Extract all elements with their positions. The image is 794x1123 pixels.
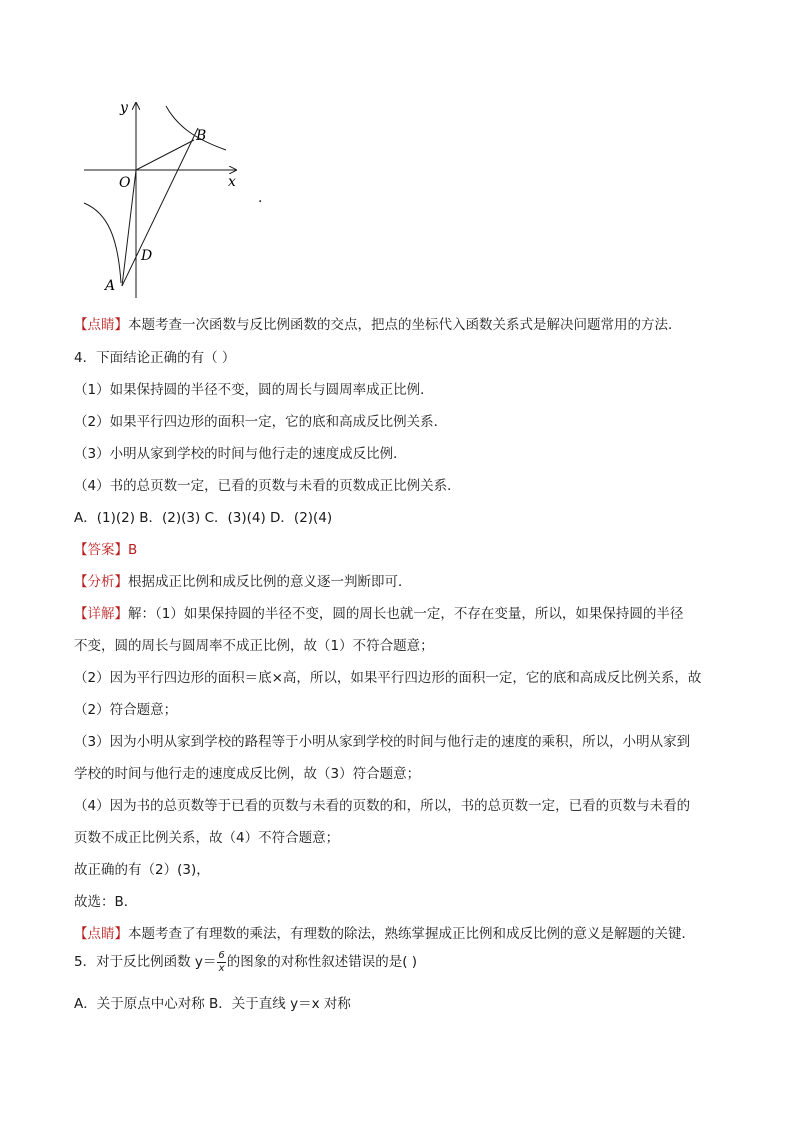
note-line-2 [74, 922, 695, 942]
line-AB [122, 128, 198, 286]
label-y: y [120, 100, 128, 116]
detail-line-1 [74, 602, 683, 622]
analysis-line [74, 570, 412, 590]
detail-line-2: 不变，圆的周长与圆周率不成正比例，故（1）不符合题意； [74, 638, 434, 654]
question-4-title: 4．下面结论正确的有（ ） [74, 350, 236, 366]
detail-line-4: （2）符合题意； [74, 702, 178, 718]
statement-2: （2）如果平行四边形的面积一定，它的底和高成反比例关系． [74, 414, 448, 430]
detail-text: 解：（1）如果保持圆的半径不变，圆的周长也就一定，不存在变量，所以，如果保持圆的半径 [128, 606, 684, 622]
fraction-numerator: 6 [218, 949, 225, 961]
question-5-options: A．关于原点中心对称 B．关于直线 y＝x 对称 [74, 996, 351, 1012]
detail-line-7: （4）因为书的总页数等于已看的页数与未看的页数的和，所以，书的总页数一定，已看的页数与未看的 [74, 798, 691, 814]
statement-4: （4）书的总页数一定，已看的页数与未看的页数成正比例关系． [74, 478, 461, 494]
statement-3: （3）小明从家到学校的时间与他行走的速度成反比例． [74, 446, 407, 462]
note-tag: 【点睛】 [74, 926, 128, 942]
answer-line [74, 538, 137, 558]
detail-line-6: 学校的时间与他行走的速度成反比例，故（3）符合题意； [74, 766, 421, 782]
note-tag: 【点睛】 [74, 317, 128, 333]
note-text: 本题考查一次函数与反比例函数的交点，把点的坐标代入函数关系式是解决问题常用的方法． [128, 317, 682, 333]
detail-tag: 【详解】 [74, 606, 128, 622]
label-A: A [105, 278, 116, 294]
detail-line-5: （3）因为小明从家到学校的路程等于小明从家到学校的时间与他行走的速度的乘积，所以，小明从家到 [74, 734, 691, 750]
statement-1: （1）如果保持圆的半径不变，圆的周长与圆周率成正比例． [74, 382, 434, 398]
graph-svg [78, 98, 278, 303]
choice-line: 故选：B． [74, 894, 138, 910]
analysis-text: 根据成正比例和成反比例的意义逐一判断即可． [128, 574, 412, 590]
question-5-title [74, 950, 417, 974]
fraction-denominator: x [218, 962, 225, 974]
note-line-1 [74, 313, 682, 333]
detail-line-3: （2）因为平行四边形的面积＝底×高，所以，如果平行四边形的面积一定，它的底和高成反比例关系，故 [74, 670, 702, 686]
fraction-6-over-x [217, 951, 225, 974]
label-x: x [228, 174, 236, 190]
options-line: A．(1)(2) B．(2)(3) C．(3)(4) D．(2)(4) [74, 510, 333, 526]
conclusion-line: 故正确的有（2）(3)， [74, 862, 210, 878]
figure-trailing-dot: . [258, 190, 263, 206]
label-origin: O [119, 175, 131, 191]
question-5-suffix: 的图象的对称性叙述错误的是( ) [226, 954, 418, 970]
note-text: 本题考查了有理数的乘法，有理数的除法，熟练掌握成正比例和成反比例的意义是解题的关键． [128, 926, 695, 942]
hyperbola-branch-lower [84, 203, 121, 283]
answer-value: B [128, 542, 138, 558]
analysis-tag: 【分析】 [74, 574, 128, 590]
label-B: B [196, 128, 207, 144]
label-D: D [141, 248, 153, 264]
function-graph-figure [78, 98, 278, 303]
question-5-prefix: 5．对于反比例函数 y＝ [74, 954, 217, 970]
detail-line-8: 页数不成正比例关系，故（4）不符合题意； [74, 830, 340, 846]
answer-tag: 【答案】 [74, 542, 128, 558]
